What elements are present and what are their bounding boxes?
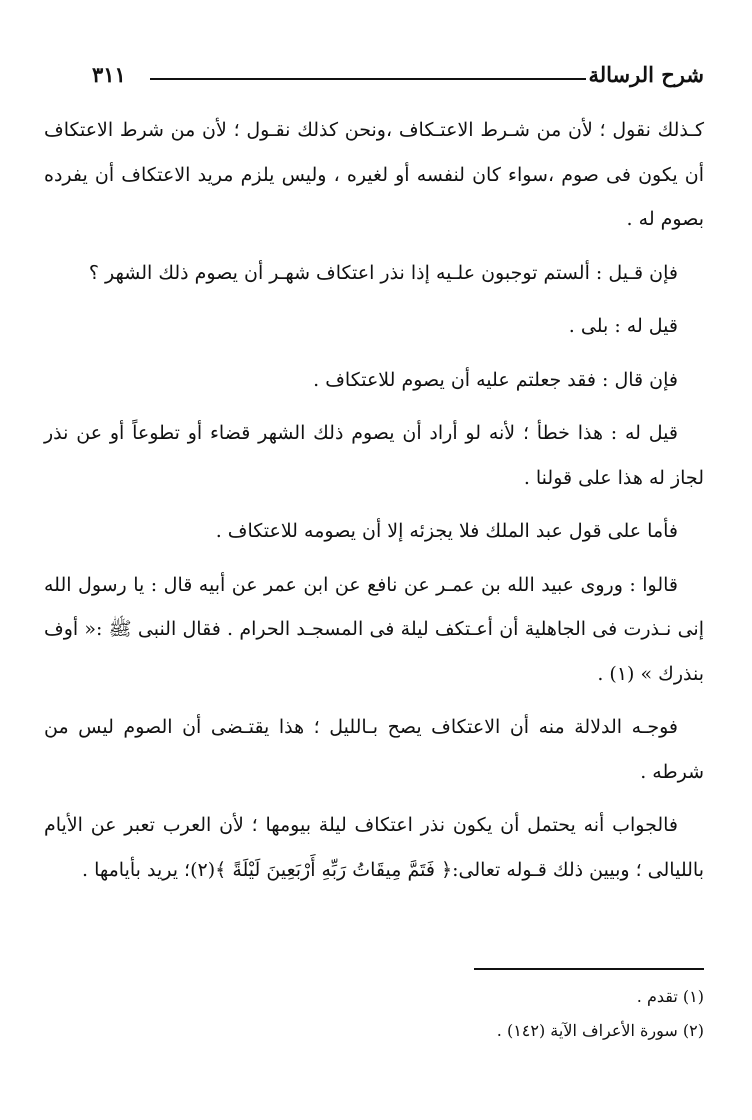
paragraph — [44, 803, 704, 892]
paragraph: قيل له : هذا خطأ ؛ لأنه لو أراد أن يصوم ذلك الشهر قضاء أو تطوعاً أو عن نذر لجاز له هذا على قولنا . — [44, 422, 704, 489]
quran-verse: ﴿ فَتَمَّ مِيقَاتُ رَبِّهِ أَرْبَعِينَ لَيْلَةً ﴾ — [215, 858, 453, 881]
paragraph-text: (٢)؛ يريد بأيامها . — [81, 858, 216, 881]
paragraph: فأما على قول عبد الملك فلا يجزئه إلا أن يصومه للاعتكاف . — [215, 520, 678, 542]
footnote-separator — [474, 968, 704, 970]
footnotes — [200, 980, 704, 1048]
footnote: (١) تقدم . — [636, 987, 704, 1006]
paragraph: قالوا : وروى عبيد الله بن عمـر عن نافع عن ابن عمر عن أبيه قال : يا رسول الله إنى نـذرت فى الجاهلية أن أعـتكف ليلة فى المسجـد الحرام . فقال النبى ﷺ :« أوف بنذرك » (١) . — [44, 573, 704, 685]
paragraph: كـذلك نقول ؛ لأن من شـرط الاعتـكاف ،ونحن كذلك نقـول ؛ لأن من شرط الاعتكاف أن يكون فى صوم ،سواء كان لنفسه أو لغيره ، وليس يلزم مريد الاعتكاف أن يفرده بصوم له . — [44, 119, 704, 230]
paragraph: قيل له : بلى . — [568, 315, 678, 337]
page-number: ٣١١ — [92, 62, 126, 87]
paragraph: فوجـه الدلالة منه أن الاعتكاف يصح بـالليل ؛ هذا يقتـضى أن الصوم ليس من شرطه . — [44, 716, 704, 783]
header-rule — [150, 78, 586, 80]
footnote: (٢) سورة الأعراف الآية (١٤٢) . — [496, 1021, 704, 1040]
page-header — [92, 56, 704, 96]
paragraph: فإن قال : فقد جعلتم عليه أن يصوم للاعتكاف . — [313, 368, 678, 391]
body-text — [44, 108, 704, 901]
paragraph-text: فالجواب أنه يحتمل أن يكون نذر اعتكاف ليلة بيومها ؛ لأن العرب تعبر عن الأيام بالليالى ؛ وبيين ذلك قـوله تعالى: — [44, 814, 704, 881]
running-title: شرح الرسالة — [588, 62, 704, 87]
paragraph: فإن قـيل : ألستم توجبون علـيه إذا نذر اعتكاف شهـر أن يصوم ذلك الشهر ؟ — [88, 261, 678, 284]
